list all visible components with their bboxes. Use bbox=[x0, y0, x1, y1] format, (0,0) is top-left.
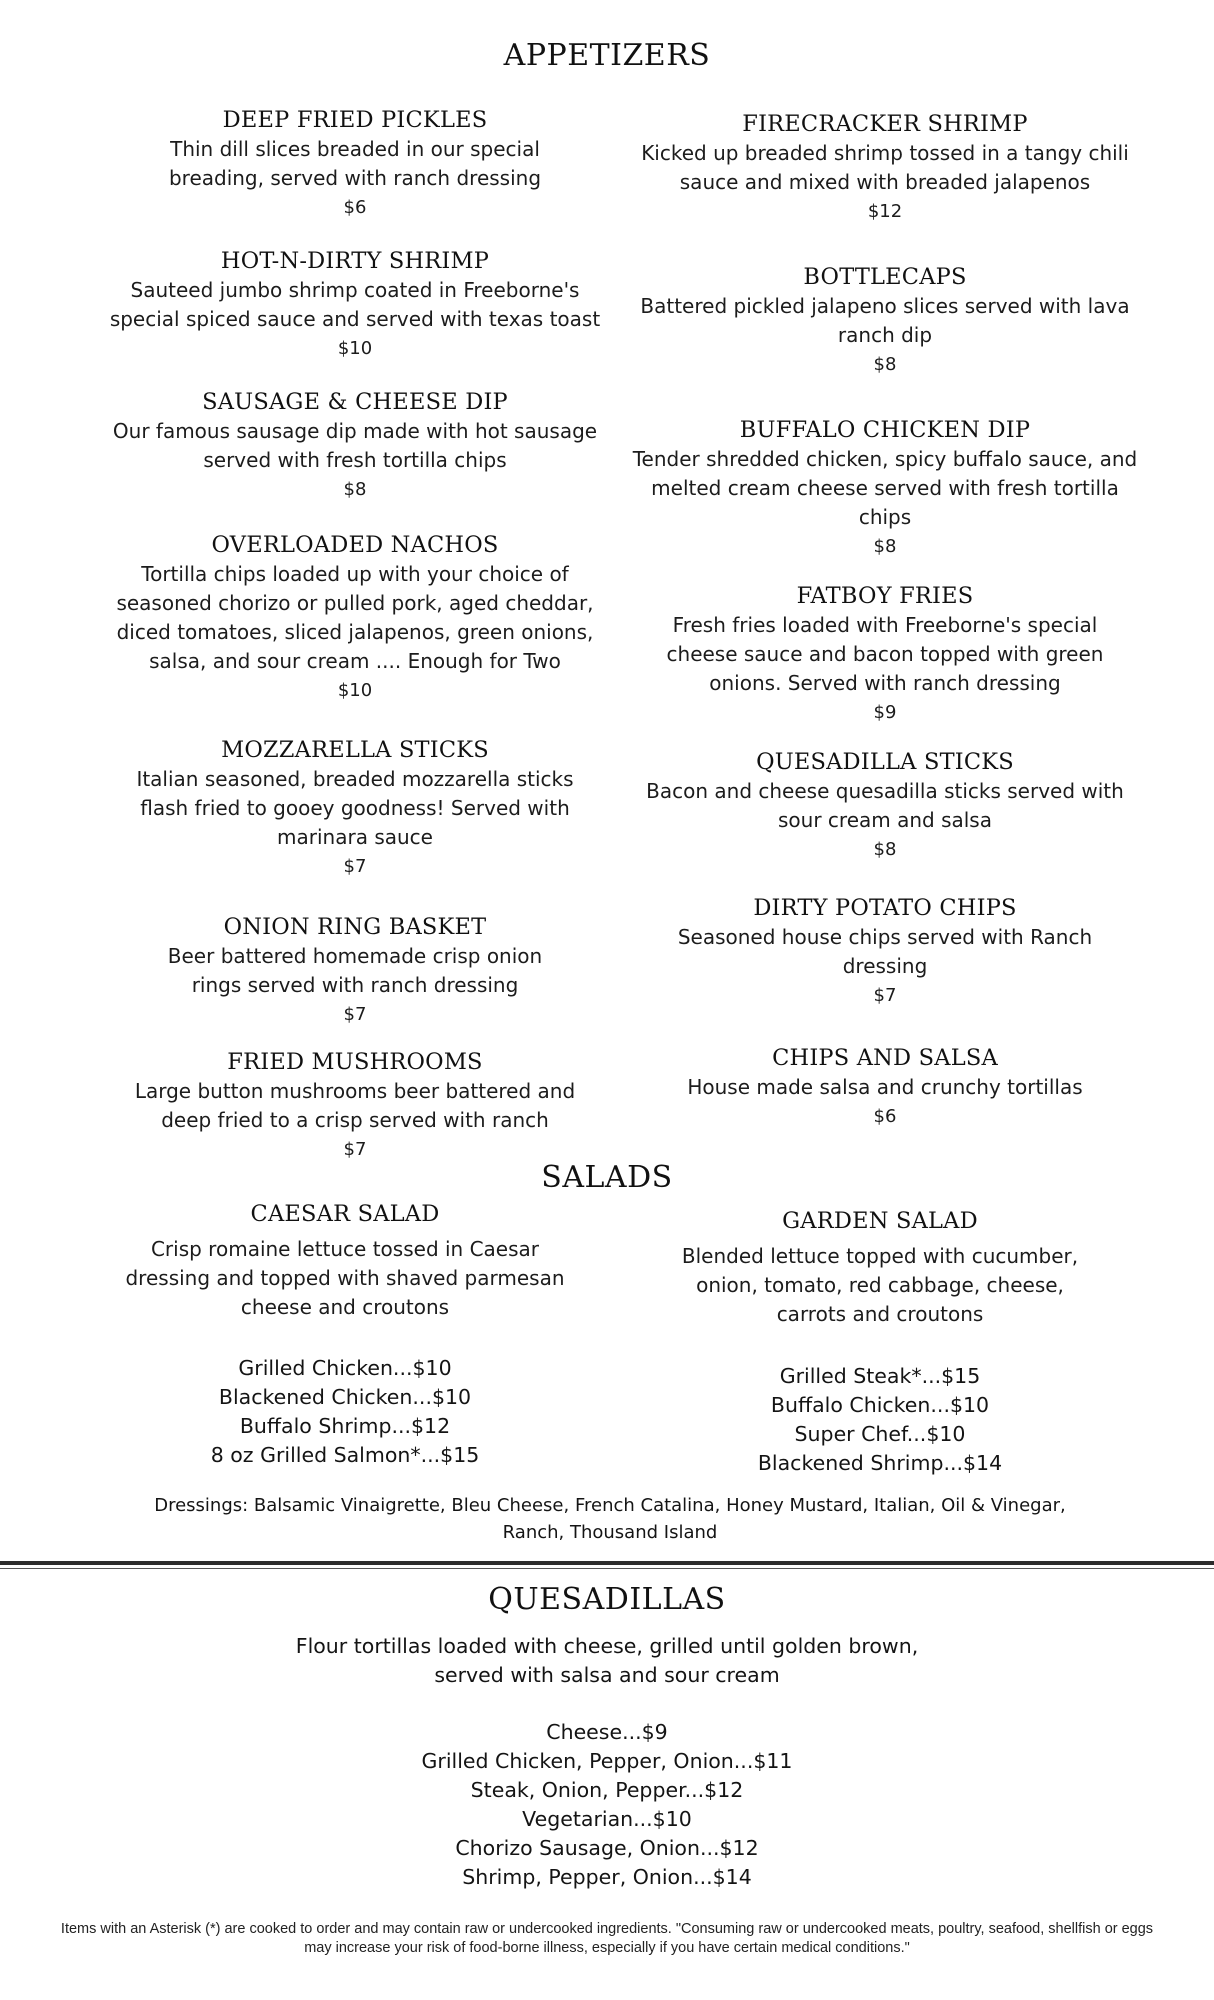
item-name: GARDEN SALAD bbox=[782, 1208, 978, 1234]
item-price: $8 bbox=[873, 354, 897, 375]
caesar-salad-options bbox=[115, 1354, 575, 1470]
dressings-list: Dressings: Balsamic Vinaigrette, Bleu Cheese, French Catalina, Honey Mustard, Italian, Oil & Vinegar, Ranch, Thousand Island bbox=[154, 1495, 1066, 1543]
item-price: $10 bbox=[337, 338, 373, 359]
salad-option: Buffalo Shrimp...$12 bbox=[239, 1414, 451, 1438]
item-name: ONION RING BASKET bbox=[223, 914, 487, 940]
salad-option: Grilled Steak*...$15 bbox=[779, 1364, 981, 1388]
item-description: Bacon and cheese quesadilla sticks served with sour cream and salsa bbox=[646, 779, 1124, 832]
item-price: $12 bbox=[867, 201, 903, 222]
item-description: Kicked up breaded shrimp tossed in a tangy chili sauce and mixed with breaded jalapenos bbox=[641, 141, 1129, 194]
menu-item-fried-mushrooms bbox=[95, 1047, 615, 1165]
item-name: BOTTLECAPS bbox=[803, 264, 967, 290]
item-price: $7 bbox=[343, 856, 367, 877]
quesadilla-option: Grilled Chicken, Pepper, Onion...$11 bbox=[421, 1749, 793, 1773]
menu-item-chips-and-salsa bbox=[630, 1043, 1140, 1132]
item-name: DIRTY POTATO CHIPS bbox=[753, 895, 1017, 921]
section-divider bbox=[0, 1561, 1214, 1565]
item-price: $7 bbox=[343, 1139, 367, 1160]
menu-item-quesadilla-sticks bbox=[630, 747, 1140, 865]
item-description: Our famous sausage dip made with hot sausage served with fresh tortilla chips bbox=[112, 419, 598, 472]
garden-salad-options bbox=[655, 1362, 1105, 1478]
salad-option: 8 oz Grilled Salmon*...$15 bbox=[210, 1443, 480, 1467]
item-name: HOT-N-DIRTY SHRIMP bbox=[220, 248, 490, 274]
item-description: Beer battered homemade crisp onion rings served with ranch dressing bbox=[167, 944, 543, 997]
item-price: $9 bbox=[873, 702, 897, 723]
salads-heading: SALADS bbox=[541, 1160, 673, 1195]
item-description: Italian seasoned, breaded mozzarella sticks flash fried to gooey goodness! Served with marinara sauce bbox=[136, 767, 574, 849]
item-name: BUFFALO CHICKEN DIP bbox=[739, 417, 1031, 443]
salad-option: Grilled Chicken...$10 bbox=[238, 1356, 452, 1380]
item-description: Seasoned house chips served with Ranch dressing bbox=[677, 925, 1093, 978]
item-price: $10 bbox=[337, 680, 373, 701]
item-price: $7 bbox=[343, 1004, 367, 1025]
item-name: CAESAR SALAD bbox=[250, 1201, 440, 1227]
appetizers-heading: APPETIZERS bbox=[503, 38, 711, 73]
item-price: $8 bbox=[873, 536, 897, 557]
salad-option: Super Chef...$10 bbox=[794, 1422, 966, 1446]
item-name: OVERLOADED NACHOS bbox=[211, 532, 499, 558]
item-name: FATBOY FRIES bbox=[796, 583, 974, 609]
menu-item-fatboy-fries bbox=[630, 581, 1140, 728]
item-name: DEEP FRIED PICKLES bbox=[222, 107, 488, 133]
item-price: $6 bbox=[343, 197, 367, 218]
menu-item-sausage-cheese-dip bbox=[95, 387, 615, 505]
item-description: Tender shredded chicken, spicy buffalo sauce, and melted cream cheese served with fresh tortilla chips bbox=[632, 447, 1138, 529]
salad-option: Blackened Chicken...$10 bbox=[218, 1385, 472, 1409]
item-name: SAUSAGE & CHEESE DIP bbox=[202, 389, 508, 415]
item-price: $8 bbox=[343, 479, 367, 500]
item-name: FIRECRACKER SHRIMP bbox=[742, 111, 1028, 137]
item-description: Large button mushrooms beer battered and deep fried to a crisp served with ranch bbox=[134, 1079, 576, 1132]
item-description: Crisp romaine lettuce tossed in Caesar dressing and topped with shaved parmesan cheese and croutons bbox=[125, 1237, 565, 1319]
item-description: Thin dill slices breaded in our special breading, served with ranch dressing bbox=[168, 137, 542, 190]
menu-item-overloaded-nachos bbox=[95, 530, 615, 706]
menu-item-buffalo-chicken-dip bbox=[630, 415, 1140, 562]
menu-item-garden-salad bbox=[655, 1206, 1105, 1329]
item-description: House made salsa and crunchy tortillas bbox=[687, 1075, 1083, 1099]
item-name: QUESADILLA STICKS bbox=[756, 749, 1014, 775]
menu-item-firecracker-shrimp bbox=[630, 109, 1140, 227]
item-description: Fresh fries loaded with Freeborne's special cheese sauce and bacon topped with green onions. Served with ranch dressing bbox=[666, 613, 1104, 695]
item-description: Battered pickled jalapeno slices served with lava ranch dip bbox=[640, 294, 1130, 347]
menu-item-dirty-potato-chips bbox=[630, 893, 1140, 1011]
item-description: Blended lettuce topped with cucumber, onion, tomato, red cabbage, cheese, carrots and croutons bbox=[681, 1244, 1079, 1326]
menu-item-deep-fried-pickles bbox=[95, 105, 615, 223]
salad-option: Buffalo Chicken...$10 bbox=[770, 1393, 990, 1417]
item-description: Sauteed jumbo shrimp coated in Freeborne's special spiced sauce and served with texas toast bbox=[109, 278, 601, 331]
salad-option: Blackened Shrimp...$14 bbox=[757, 1451, 1003, 1475]
quesadilla-option: Vegetarian...$10 bbox=[522, 1807, 692, 1831]
quesadillas-heading: QUESADILLAS bbox=[488, 1582, 726, 1617]
food-safety-disclaimer: Items with an Asterisk (*) are cooked to order and may contain raw or undercooked ingredients. "Consuming raw or undercooked meats, poultry, seafood, shellfish or eggs may increase your risk of food-borne illness, especially if you have certain medical conditions." bbox=[60, 1921, 1154, 1956]
item-description: Tortilla chips loaded up with your choice of seasoned chorizo or pulled pork, aged cheddar, diced tomatoes, sliced jalapenos, green onions, salsa, and sour cream .... Enough for Two bbox=[116, 562, 594, 673]
section-divider-thin bbox=[0, 1568, 1214, 1569]
item-name: MOZZARELLA STICKS bbox=[221, 737, 489, 763]
quesadillas-description: Flour tortillas loaded with cheese, grilled until golden brown, served with salsa and sour cream bbox=[295, 1634, 919, 1687]
item-price: $8 bbox=[873, 839, 897, 860]
menu-item-onion-ring-basket bbox=[95, 912, 615, 1030]
menu-item-bottlecaps bbox=[630, 262, 1140, 380]
quesadilla-option: Cheese...$9 bbox=[546, 1720, 668, 1744]
quesadilla-option: Shrimp, Pepper, Onion...$14 bbox=[462, 1865, 752, 1889]
quesadilla-options bbox=[260, 1718, 954, 1892]
item-name: CHIPS AND SALSA bbox=[772, 1045, 998, 1071]
menu-item-mozzarella-sticks bbox=[95, 735, 615, 882]
item-price: $6 bbox=[873, 1106, 897, 1127]
menu-item-hot-n-dirty-shrimp bbox=[95, 246, 615, 364]
quesadilla-option: Steak, Onion, Pepper...$12 bbox=[470, 1778, 744, 1802]
menu-item-caesar-salad bbox=[115, 1199, 575, 1322]
item-price: $7 bbox=[873, 985, 897, 1006]
quesadilla-option: Chorizo Sausage, Onion...$12 bbox=[455, 1836, 759, 1860]
item-name: FRIED MUSHROOMS bbox=[227, 1049, 483, 1075]
